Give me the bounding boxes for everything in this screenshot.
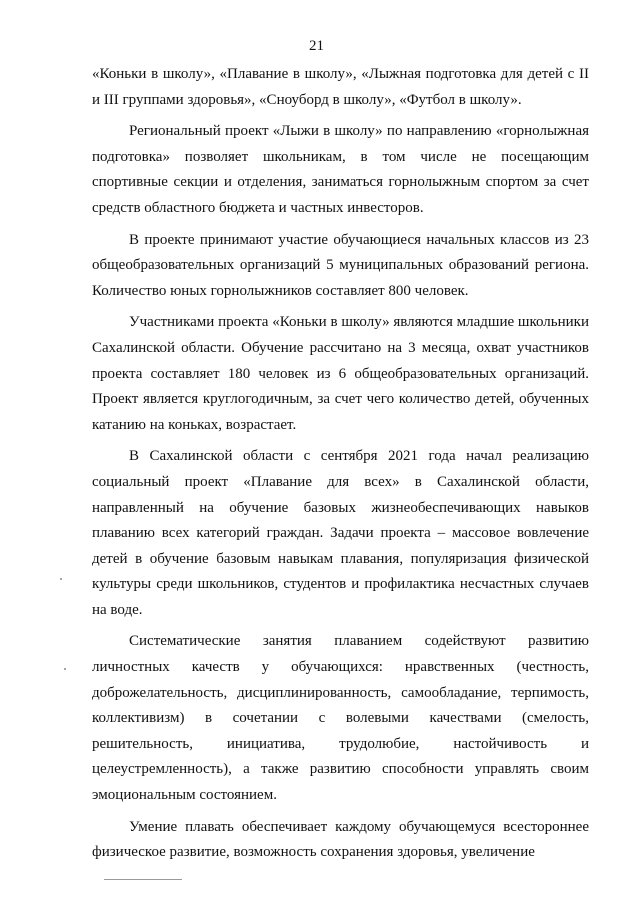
scan-artifact-dot	[60, 578, 62, 580]
paragraph-skates-project: Участниками проекта «Коньки в школу» являются младшие школьники Сахалинской области. Обучение рассчитано на 3 месяца, охват участников проекта составляет 180 человек из 6 общеобразовательных организаций. Проект является круглогодичным, за счет чего количество детей, обученных катанию на коньках, возрастает.	[92, 314, 589, 433]
paragraph-swimming-benefits: Систематические занятия плаванием содействуют развитию личностных качеств у обучающихся: нравственных (честность, доброжелательность, дисциплинированность, самообладание, терпимость, коллективизм) в сочетании с волевыми качествами (смелость, решительность, инициатива, трудолюбие, настойчивость и целеустремленность), а также развитию способности управлять своим эмоциональным состоянием.	[92, 633, 589, 804]
paragraph-ski-project: Региональный проект «Лыжи в школу» по направлению «горнолыжная подготовка» позволяет школьникам, в том числе не посещающим спортивные секции и отделения, заниматься горнолыжным спортом за счет средств областного бюджета и частных инвесторов.	[92, 123, 589, 216]
paragraph-swimming-project: В Сахалинской области с сентября 2021 года начал реализацию социальный проект «Плавание для всех» в Сахалинской области, направленный на обучение базовых жизнеобеспечивающих навыков плаванию всех категорий граждан. Задачи проекта – массовое вовлечение детей в обучение базовым навыкам плавания, популяризация физической культуры среди школьников, студентов и профилактика несчастных случаев на воде.	[92, 448, 589, 618]
paragraph-swimming-skill: Умение плавать обеспечивает каждому обучающемуся всестороннее физическое развитие, возможность сохранения здоровья, увеличение	[92, 818, 589, 861]
paragraph-ski-participants: В проекте принимают участие обучающиеся начальных классов из 23 общеобразовательных организаций 5 муниципальных образований региона. Количество юных горнолыжников составляет 800 человек.	[92, 231, 589, 299]
paragraph-continuation: «Коньки в школу», «Плавание в школу», «Лыжная подготовка для детей с II и III группами здоровья», «Сноуборд в школу», «Футбол в школу».	[92, 66, 589, 108]
scan-artifact-line	[104, 879, 182, 880]
page-number: 21	[309, 38, 324, 54]
scan-artifact-dot	[64, 668, 66, 670]
body-text	[92, 62, 589, 872]
